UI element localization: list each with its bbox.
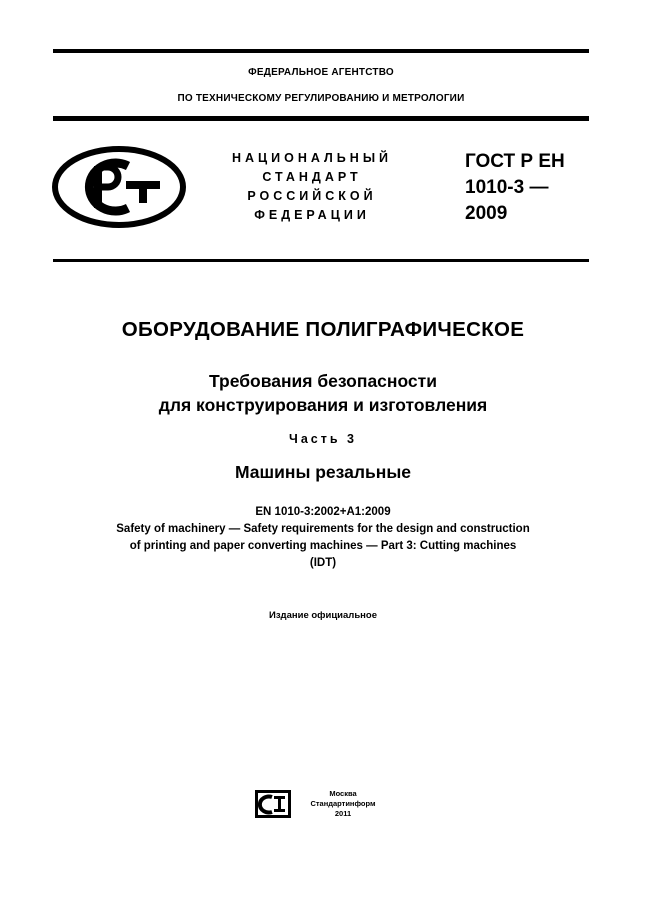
publisher-year: 2011 <box>334 809 352 818</box>
part-title: Машины резальные <box>235 462 411 482</box>
english-line-2: Safety of machinery — Safety requirements for the design and construction <box>116 523 530 535</box>
gost-line-2: 1010-3 — <box>465 177 549 198</box>
national-line-1: НАЦИОНАЛЬНЫЙ <box>231 151 393 165</box>
rst-conformity-mark-icon <box>52 146 186 228</box>
publisher-info <box>293 789 393 819</box>
english-reference <box>30 504 616 572</box>
national-line-3: РОССИЙСКОЙ <box>247 189 377 203</box>
agency-line-2: ПО ТЕХНИЧЕСКОМУ РЕГУЛИРОВАНИЮ И МЕТРОЛОГИИ <box>177 93 465 104</box>
subtitle-line-2: для конструирования и изготовления <box>158 395 488 415</box>
national-line-4: ФЕДЕРАЦИИ <box>254 208 370 222</box>
top-rule <box>53 49 589 53</box>
publisher-city: Москва <box>329 789 357 798</box>
publisher-name: Стандартинформ <box>310 799 376 808</box>
english-line-1: EN 1010-3:2002+A1:2009 <box>255 506 391 518</box>
standartinform-logo-icon <box>254 789 292 819</box>
document-title: ОБОРУДОВАНИЕ ПОЛИГРАФИЧЕСКОЕ <box>121 318 525 341</box>
national-standard-label <box>220 149 404 225</box>
header-bottom-rule <box>53 116 589 121</box>
gost-designation <box>465 149 595 227</box>
english-line-3: of printing and paper converting machines — Part 3: Cutting machines <box>129 540 517 552</box>
agency-line-1: ФЕДЕРАЛЬНОЕ АГЕНТСТВО <box>248 67 394 78</box>
document-subtitle <box>40 369 606 417</box>
national-line-2: СТАНДАРТ <box>262 170 362 184</box>
english-line-4: (IDT) <box>309 557 337 569</box>
standard-block-rule <box>53 259 589 262</box>
gost-line-1: ГОСТ Р ЕН <box>465 151 565 172</box>
edition-label: Издание официальное <box>269 610 377 621</box>
gost-line-3: 2009 <box>465 203 508 224</box>
part-number: Часть 3 <box>289 432 357 446</box>
subtitle-line-1: Требования безопасности <box>209 371 437 391</box>
